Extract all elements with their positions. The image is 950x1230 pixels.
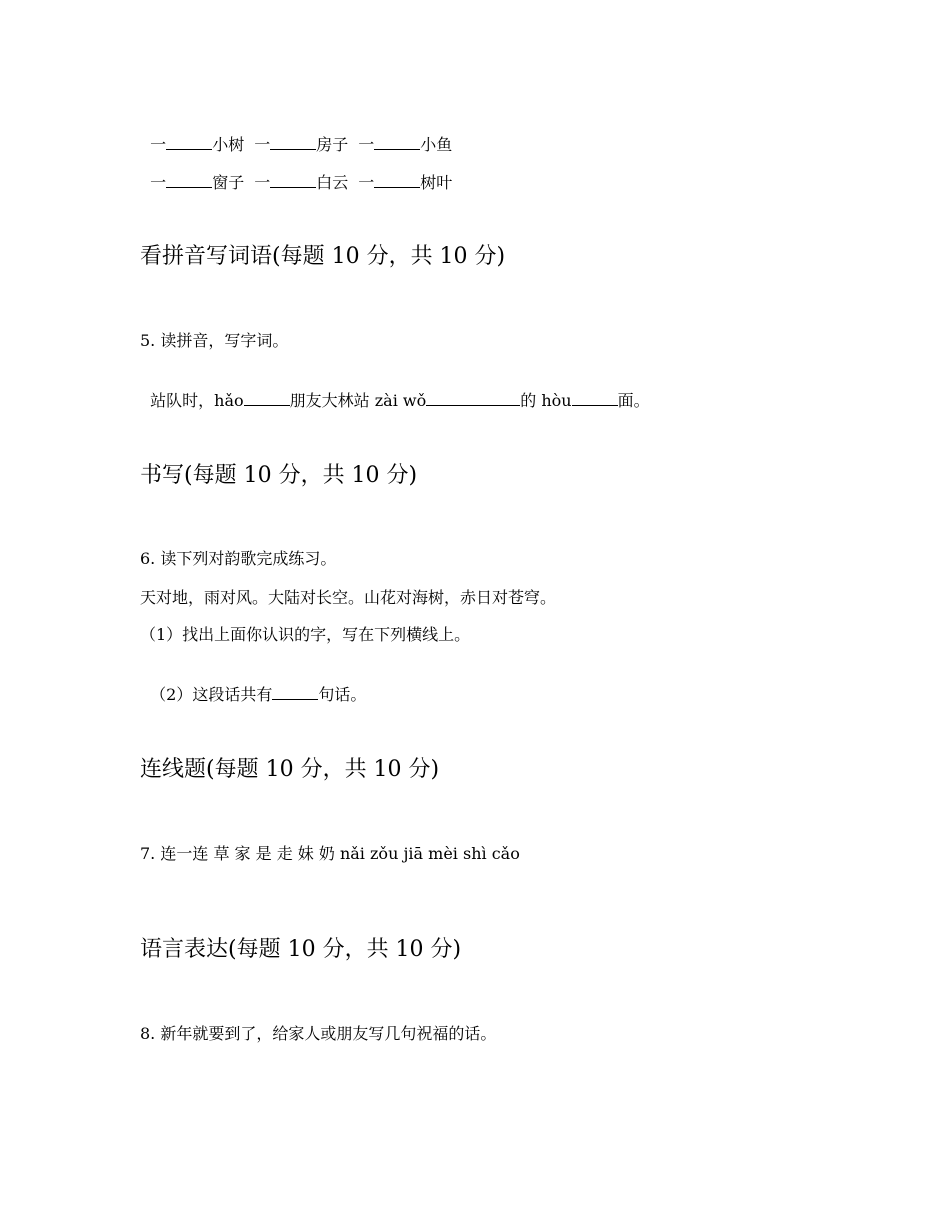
answer-blank[interactable] bbox=[244, 389, 290, 406]
question-6-sub-2: （2）这段话共有 句话。 bbox=[150, 685, 367, 704]
question-6-sub-1: （1）找出上面你认识的字，写在下列横线上。 bbox=[140, 625, 471, 644]
question-5-body: 站队时，hǎo 朋友大林站 zài wǒ 的 hòu 面。 bbox=[150, 391, 650, 410]
question-6-poem: 天对地，雨对风。大陆对长空。山花对海树，赤日对苍穹。 bbox=[140, 588, 557, 607]
section-heading-writing: 书写(每题 10 分，共 10 分) bbox=[140, 463, 418, 488]
answer-blank[interactable] bbox=[166, 133, 212, 150]
question-7: 7. 连一连 草 家 是 走 妹 奶 nǎi zǒu jiā mèi shì cǎo bbox=[140, 844, 520, 863]
answer-blank[interactable] bbox=[272, 683, 318, 700]
section-heading-matching: 连线题(每题 10 分，共 10 分) bbox=[140, 757, 440, 782]
section-heading-pinyin: 看拼音写词语(每题 10 分，共 10 分) bbox=[140, 244, 506, 269]
question-8: 8. 新年就要到了，给家人或朋友写几句祝福的话。 bbox=[140, 1024, 497, 1043]
section-heading-expression: 语言表达(每题 10 分，共 10 分) bbox=[140, 937, 462, 962]
answer-blank[interactable] bbox=[426, 389, 520, 406]
measure-word-row-1: 一 小树 一 房子 一 小鱼 bbox=[150, 135, 453, 154]
answer-blank[interactable] bbox=[374, 171, 420, 188]
answer-blank[interactable] bbox=[572, 389, 618, 406]
answer-blank[interactable] bbox=[166, 171, 212, 188]
answer-blank[interactable] bbox=[270, 171, 316, 188]
question-6-title: 6. 读下列对韵歌完成练习。 bbox=[140, 549, 337, 568]
answer-blank[interactable] bbox=[270, 133, 316, 150]
measure-word-row-2: 一 窗子 一 白云 一 树叶 bbox=[150, 173, 453, 192]
question-5-title: 5. 读拼音，写字词。 bbox=[140, 331, 289, 350]
answer-blank[interactable] bbox=[374, 133, 420, 150]
